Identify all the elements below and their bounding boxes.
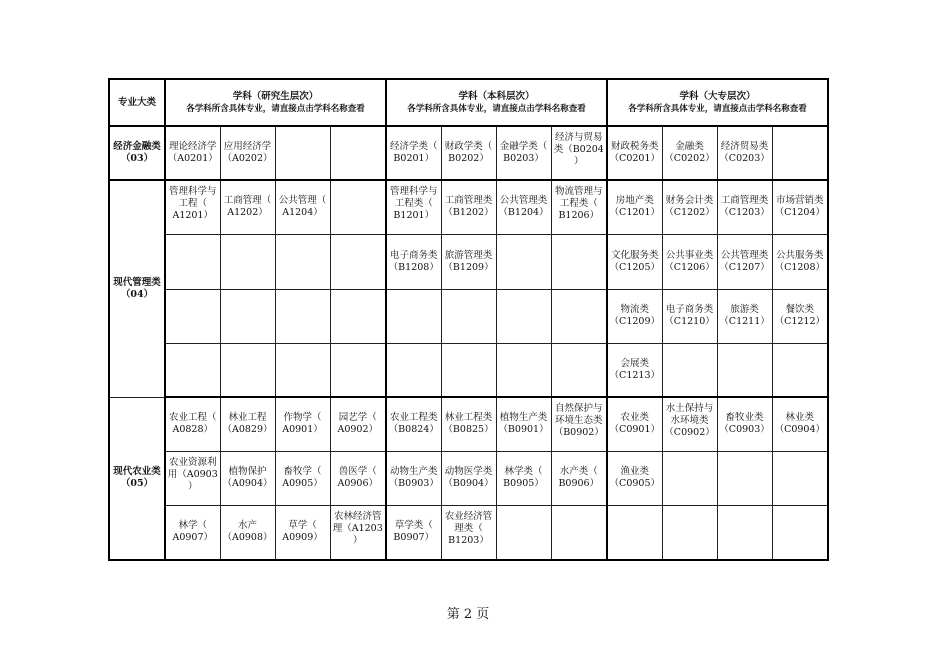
discipline-cell[interactable] [551, 451, 607, 505]
discipline-cell[interactable] [496, 126, 551, 180]
discipline-cell[interactable] [607, 397, 662, 451]
discipline-cell [165, 289, 220, 343]
discipline-cell[interactable] [386, 451, 441, 505]
discipline-name: 草学（ [288, 520, 317, 532]
graduate-title: 学科（研究生层次） [232, 90, 319, 102]
discipline-code: （A0829） [222, 424, 273, 436]
discipline-cell [772, 451, 828, 505]
table-row [109, 505, 828, 560]
discipline-code: （C1204） [774, 207, 826, 219]
discipline-cell [275, 343, 330, 397]
discipline-code: （C1213） [609, 369, 660, 381]
discipline-code: （A0908） [222, 532, 273, 544]
discipline-code: A0909） [282, 532, 323, 544]
discipline-cell[interactable] [717, 289, 772, 343]
discipline-code: B0203） [503, 153, 544, 164]
discipline-cell[interactable] [662, 397, 717, 451]
discipline-code: （B1208） [388, 261, 439, 273]
discipline-cell [551, 234, 607, 289]
discipline-name: 农业类 [620, 412, 650, 424]
discipline-code: ） [353, 534, 363, 546]
discipline-code: A1204） [282, 207, 323, 219]
discipline-code: （C0903） [719, 424, 770, 436]
discipline-cell[interactable] [496, 180, 551, 234]
discipline-name: 公共管理类 [499, 195, 548, 207]
discipline-cell [330, 343, 386, 397]
discipline-code: （C0901） [609, 424, 660, 436]
discipline-cell [330, 289, 386, 343]
table-row [109, 451, 828, 505]
discipline-code: （C1206） [664, 261, 715, 273]
discipline-cell[interactable] [496, 397, 551, 451]
discipline-code: B0907） [393, 532, 435, 544]
discipline-cell [165, 343, 220, 397]
discipline-code: （B0824） [388, 424, 439, 436]
discipline-code: A0901） [282, 424, 323, 436]
discipline-cell[interactable] [275, 451, 330, 505]
discipline-cell[interactable] [772, 289, 828, 343]
discipline-name: 林学（ [178, 520, 207, 532]
discipline-cell[interactable] [772, 397, 828, 451]
discipline-name: 公共服务类 [776, 249, 824, 261]
undergraduate-header [386, 79, 607, 126]
discipline-name: 自然保护与环境生态类 [555, 403, 603, 426]
discipline-name: 应用经济学 [223, 141, 272, 152]
discipline-name: 管理科学与工程类（ [390, 186, 438, 209]
discipline-cell[interactable] [441, 451, 496, 505]
discipline-cell[interactable] [441, 505, 496, 560]
discipline-cell[interactable] [607, 126, 662, 180]
discipline-name: 农业工程类 [390, 412, 438, 424]
category-header: 专业大类 [109, 79, 165, 126]
junior-subtitle: 各学科所含具体专业，请直接点击学科名称查看 [628, 103, 807, 114]
discipline-code: B1203） [448, 534, 489, 546]
discipline-code: A1201） [172, 210, 214, 221]
discipline-cell [275, 234, 330, 289]
discipline-name: 理论经济学 [168, 141, 217, 152]
discipline-code: （B0903） [388, 478, 439, 489]
discipline-table [108, 78, 829, 561]
discipline-cell[interactable] [607, 343, 662, 397]
category-cell: 现代管理类（04） [109, 180, 165, 397]
undergraduate-subtitle: 各学科所含具体专业，请直接点击学科名称查看 [407, 103, 586, 114]
discipline-code: A1202） [227, 207, 268, 219]
discipline-cell[interactable] [386, 234, 441, 289]
discipline-name: 市场营销类 [776, 195, 824, 207]
discipline-cell [496, 505, 551, 560]
discipline-cell[interactable] [220, 397, 275, 451]
discipline-cell[interactable] [330, 505, 386, 560]
page-number: 第 2 页 [446, 607, 490, 622]
discipline-cell[interactable] [551, 126, 607, 180]
discipline-name: 动物医学类 [444, 466, 493, 477]
discipline-cell[interactable] [717, 180, 772, 234]
discipline-code: （C1205） [609, 261, 660, 273]
discipline-code: A0902） [337, 424, 379, 436]
discipline-code: B0905） [503, 478, 544, 489]
discipline-cell[interactable] [165, 505, 220, 560]
discipline-name: 旅游类 [730, 304, 759, 315]
discipline-name: 财务会计类 [665, 195, 714, 207]
discipline-cell [772, 343, 828, 397]
discipline-name: 经济与贸易类（B0204 [553, 132, 604, 155]
discipline-name: 财政学类（ [444, 141, 493, 152]
discipline-name: 水土保持与水环境类 [665, 403, 714, 426]
discipline-code: A0907） [172, 532, 214, 544]
discipline-code: （B0825） [443, 424, 494, 436]
discipline-cell[interactable] [386, 126, 441, 180]
discipline-cell[interactable] [165, 180, 220, 234]
graduate-header [165, 79, 386, 126]
discipline-cell [496, 289, 551, 343]
discipline-name: 公共管理（ [278, 195, 327, 207]
discipline-name: 公共管理类 [720, 249, 769, 261]
discipline-code: （B1209） [443, 261, 494, 273]
discipline-cell[interactable] [220, 180, 275, 234]
discipline-code: （C0905） [609, 478, 660, 489]
discipline-name: 农业资源利用（A0903 [167, 456, 218, 480]
discipline-code: （A0904） [222, 478, 273, 489]
discipline-code: （C1209） [609, 316, 660, 327]
discipline-name: 公共事业类 [665, 249, 714, 261]
discipline-name: 工商管理类 [720, 195, 769, 207]
discipline-name: 农林经济管理（A1203 [332, 510, 383, 534]
discipline-name: 经济学类（ [390, 141, 438, 152]
discipline-code: （C1202） [664, 207, 715, 219]
discipline-code: （C1207） [719, 261, 770, 273]
discipline-cell[interactable] [551, 180, 607, 234]
discipline-cell [607, 505, 662, 560]
discipline-name: 工商管理类 [444, 195, 493, 207]
discipline-cell[interactable] [330, 397, 386, 451]
graduate-subtitle: 各学科所含具体专业，请直接点击学科名称查看 [186, 103, 365, 114]
discipline-name: 畜牧业类 [725, 412, 764, 424]
discipline-name: 植物生产类 [499, 412, 548, 424]
discipline-code: （A0201） [167, 153, 218, 164]
discipline-cell[interactable] [275, 180, 330, 234]
discipline-cell[interactable] [772, 180, 828, 234]
discipline-name: 经济贸易类 [720, 141, 769, 152]
discipline-name: 作物学（ [283, 412, 322, 424]
discipline-code: A0905） [282, 478, 323, 489]
discipline-cell[interactable] [662, 234, 717, 289]
discipline-name: 工商管理（ [223, 195, 272, 207]
discipline-cell[interactable] [607, 180, 662, 234]
discipline-cell [662, 451, 717, 505]
discipline-name: 物流类 [620, 304, 650, 315]
header-row [109, 79, 828, 126]
discipline-code: A0828） [172, 424, 214, 436]
junior-title: 学科（大专层次） [679, 90, 756, 102]
discipline-code: B1206） [558, 210, 600, 221]
discipline-code: ） [574, 156, 584, 167]
discipline-cell[interactable] [441, 234, 496, 289]
discipline-cell[interactable] [165, 451, 220, 505]
discipline-cell [551, 505, 607, 560]
discipline-cell [441, 343, 496, 397]
table-row [109, 397, 828, 451]
discipline-cell[interactable] [386, 397, 441, 451]
discipline-cell [496, 234, 551, 289]
discipline-name: 电子商务类 [390, 249, 438, 261]
discipline-name: 植物保护 [228, 466, 267, 477]
discipline-name: 电子商务类 [665, 304, 714, 315]
discipline-cell [330, 180, 386, 234]
junior-header [607, 79, 828, 126]
discipline-cell [551, 289, 607, 343]
discipline-cell [717, 451, 772, 505]
discipline-name: 农业经济管理类（ [444, 510, 493, 534]
discipline-cell[interactable] [275, 397, 330, 451]
discipline-cell [551, 343, 607, 397]
discipline-name: 畜牧学（ [283, 466, 322, 477]
discipline-name: 物流管理与工程类（ [555, 186, 603, 209]
category-cell: 经济金融类（03） [109, 126, 165, 180]
discipline-code: ） [187, 480, 198, 492]
discipline-code: （C1203） [719, 207, 770, 219]
discipline-cell [330, 126, 386, 180]
discipline-name: 动物生产类 [390, 466, 438, 477]
discipline-code: （C1212） [774, 316, 826, 327]
discipline-name: 草学类（ [394, 520, 433, 532]
discipline-cell [275, 126, 330, 180]
discipline-cell [662, 343, 717, 397]
discipline-name: 林业类 [785, 412, 815, 424]
discipline-name: 农业工程（ [168, 412, 217, 424]
discipline-cell[interactable] [441, 397, 496, 451]
discipline-code: （C1211） [719, 316, 770, 327]
discipline-name: 林学类（ [504, 466, 543, 477]
table-row [109, 343, 828, 397]
discipline-cell [772, 505, 828, 560]
discipline-name: 水产类（ [559, 466, 598, 477]
discipline-code: B0906） [558, 478, 600, 489]
discipline-name: 林业工程 [228, 412, 267, 424]
discipline-code: （B1202） [443, 207, 494, 219]
table-row [109, 289, 828, 343]
discipline-cell [496, 343, 551, 397]
discipline-cell[interactable] [496, 451, 551, 505]
discipline-cell [441, 289, 496, 343]
discipline-code: （B0901） [498, 424, 549, 436]
discipline-cell [772, 126, 828, 180]
discipline-name: 兽医学（ [338, 466, 377, 477]
discipline-cell [220, 289, 275, 343]
discipline-code: （C1201） [609, 207, 660, 219]
discipline-name: 旅游管理类 [444, 249, 493, 261]
discipline-name: 林业工程类 [444, 412, 493, 424]
discipline-code: B0202） [448, 153, 489, 164]
discipline-cell [717, 505, 772, 560]
discipline-cell[interactable] [662, 289, 717, 343]
discipline-code: B0201） [393, 153, 435, 164]
discipline-name: 会展类 [620, 357, 650, 369]
discipline-cell[interactable] [330, 451, 386, 505]
discipline-cell[interactable] [607, 234, 662, 289]
discipline-cell[interactable] [386, 180, 441, 234]
discipline-code: （B1204） [498, 207, 549, 219]
discipline-name: 房地产类 [615, 195, 654, 207]
discipline-cell[interactable] [717, 234, 772, 289]
discipline-code: B1201） [393, 210, 435, 221]
discipline-cell [220, 343, 275, 397]
discipline-cell[interactable] [607, 451, 662, 505]
discipline-name: 水产 [237, 520, 257, 532]
discipline-name: 园艺学（ [338, 412, 377, 424]
category-cell: 现代农业类（05） [109, 397, 165, 560]
discipline-cell[interactable] [717, 126, 772, 180]
discipline-code: （C0201） [609, 153, 660, 164]
discipline-cell[interactable] [662, 180, 717, 234]
undergraduate-title: 学科（本科层次） [458, 90, 535, 102]
discipline-code: （C0902） [664, 427, 715, 438]
discipline-name: 渔业类 [620, 466, 650, 477]
discipline-code: （C0202） [664, 153, 715, 164]
discipline-cell [386, 289, 441, 343]
discipline-code: A0906） [337, 478, 379, 489]
discipline-cell[interactable] [441, 180, 496, 234]
discipline-cell [220, 234, 275, 289]
discipline-cell[interactable] [220, 451, 275, 505]
discipline-cell[interactable] [165, 126, 220, 180]
discipline-code: （B0902） [553, 427, 604, 438]
discipline-name: 餐饮类 [785, 304, 815, 315]
table-row [109, 234, 828, 289]
discipline-code: （C0904） [774, 424, 826, 436]
discipline-cell[interactable] [275, 505, 330, 560]
discipline-cell[interactable] [662, 126, 717, 180]
discipline-cell[interactable] [165, 397, 220, 451]
discipline-name: 金融学类（ [499, 141, 548, 152]
discipline-cell[interactable] [717, 397, 772, 451]
discipline-cell[interactable] [386, 505, 441, 560]
discipline-cell [165, 234, 220, 289]
discipline-name: 财政税务类 [611, 141, 659, 152]
discipline-cell[interactable] [772, 234, 828, 289]
discipline-cell[interactable] [607, 289, 662, 343]
discipline-cell[interactable] [220, 126, 275, 180]
discipline-cell[interactable] [220, 505, 275, 560]
discipline-cell [662, 505, 717, 560]
table-row [109, 126, 828, 180]
table-row [109, 180, 828, 234]
discipline-cell[interactable] [441, 126, 496, 180]
discipline-code: （C0203） [719, 153, 770, 164]
discipline-cell [330, 234, 386, 289]
discipline-code: （C1210） [664, 316, 715, 327]
discipline-name: 管理科学与工程（ [168, 186, 217, 209]
discipline-name: 文化服务类 [611, 249, 659, 261]
discipline-code: （C1208） [774, 261, 826, 273]
discipline-code: （A0202） [222, 153, 273, 164]
discipline-name: 金融类 [675, 141, 704, 152]
discipline-cell [717, 343, 772, 397]
discipline-code: （B0904） [443, 478, 494, 489]
discipline-cell [275, 289, 330, 343]
discipline-cell [386, 343, 441, 397]
discipline-cell[interactable] [551, 397, 607, 451]
